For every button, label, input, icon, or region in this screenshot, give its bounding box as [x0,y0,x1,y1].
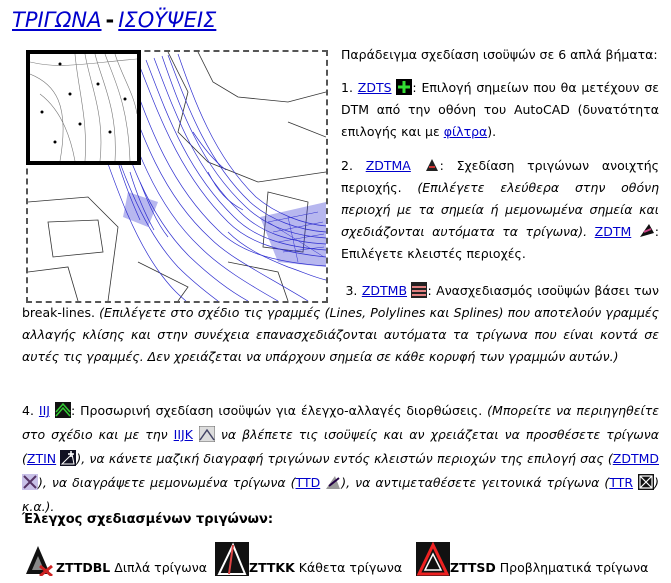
check-zttkk-label: ZTTKK Κάθετα τρίγωνα [249,560,403,575]
ztin-icon[interactable] [60,450,76,466]
step-4 [22,399,659,519]
step-3 [22,280,659,368]
ztin-command-link[interactable]: ZTIN [26,451,57,466]
check-zttkk[interactable] [215,542,403,576]
vertical-triangles-icon [215,542,251,576]
step-2 [341,155,659,265]
step-4-italic-4: ), να διαγράψετε μεμονωμένα τρίγωνα ( [38,475,296,490]
step-2-text-2: : Επιλέγετε κλειστές περιοχές. [341,224,659,261]
step-2-number: 2. [341,158,353,173]
step-4-italic-3: ), να κάνετε μαζική διαγραφή τριγώνων εντός κλειστών περιοχών της επιλογή σας ( [76,451,613,466]
problematic-triangles-icon [416,542,452,576]
iijk-command-link[interactable]: IIJK [173,427,193,442]
iijk-icon[interactable] [199,426,215,442]
ttr-icon[interactable] [638,474,654,490]
step-3-number: 3. [345,283,358,298]
step-3-command-link[interactable]: ZDTMB [361,283,408,298]
step-1-command-link[interactable]: ZDTS [357,80,392,95]
title-link-trigona[interactable]: ΤΡΙΓΩΝΑ [12,8,102,32]
step-2-italic: (Επιλέγετε ελεύθερα στην οθόνη περιοχή με τα σημεία ή μεμονωμένα σημεία και σχεδιάζονται αυτόματα τα τρίγωνα). [341,180,659,239]
step-3-text: : Ανασχεδιασμός ισοϋψών βάσει των break-lines. [22,283,659,320]
step-4-italic-1: (Μπορείτε να περιηγηθείτε στο σχέδιο και με την [22,403,659,442]
step-1-end: ). [487,124,497,139]
intro-text: Παράδειγμα σχεδίαση ισοϋψών σε 6 απλά βήματα: [341,47,658,62]
step-1-text: : Επιλογή σημείων που θα μετέχουν σε DTM από την οθόνη του AutoCAD (δυνατότητα επιλογής και με [341,80,659,139]
check-zttsd-label: ZTTSD Προβληματικά τρίγωνα [450,560,649,575]
double-triangles-icon [22,542,58,576]
ttr-command-link[interactable]: TTR [609,475,634,490]
zdtm-icon[interactable] [639,223,655,239]
step-4-italic-5: ), να αντιμεταθέσετε γειτονικά τρίγωνα ( [341,475,610,490]
step-1 [341,77,659,143]
ttd-command-link[interactable]: TTD [295,475,321,490]
step-4-italic-2: να βλέπετε τις ισοϋψείς και αν χρειάζεται να προσθέσετε τρίγωνα ( [22,427,659,466]
step-4-number: 4. [22,403,34,418]
ttd-icon[interactable] [325,474,341,490]
step-1-number: 1. [341,80,353,95]
iij-icon[interactable] [55,402,71,418]
title-link-isoypseis[interactable]: ΙΣΟΫΨΕΙΣ [118,8,217,32]
filters-link[interactable]: φίλτρα [443,124,488,139]
step-3-italic: (Επιλέγετε στο σχέδιο τις γραμμές (Lines, Polylines και Splines) που αποτελούν γραμμές αλλαγής κλίσης και στην συνέχεια επανασχεδιάζονται αυτόματα τα τρίγωνα που είναι κοντά σε αυτές τις γραμμές. Δεν χρειάζεται να υπάρχουν σημεία σε κάθε κορυφή των γραμμών αυτών.) [22,305,659,364]
step-2-command-link[interactable]: ZDTMA [365,158,411,173]
check-zttdbl-label: ZTTDBL Διπλά τρίγωνα [56,560,207,575]
title-separator: - [105,8,115,32]
step-4-command-link[interactable]: IIJ [38,403,50,418]
zdtma-icon[interactable] [424,157,440,173]
check-zttdbl[interactable] [22,542,207,576]
zdtmb-icon[interactable] [411,282,427,298]
contour-map-figure [26,50,328,303]
inset-drawing [30,54,137,161]
page-title [12,8,216,32]
zdts-icon[interactable] [396,79,412,95]
checks-title: Έλεγχος σχεδιασμένων τριγώνων: [22,512,274,527]
step-4-italic-6: ) κ.α.). [22,475,659,514]
zdtmd-command-link[interactable]: ZDTMD [612,451,659,466]
step-2-text: : Σχεδίαση τριγώνων ανοιχτής περιοχής. [341,158,659,195]
map-inset-zoom [26,50,141,165]
check-zttsd[interactable] [416,542,656,576]
zdtm-command-link[interactable]: ZDTM [594,224,632,239]
step-4-text: : Προσωρινή σχεδίαση ισοϋψών για έλεγχο-αλλαγές διορθώσεις. [70,403,483,418]
zdtmd-icon[interactable] [22,474,38,490]
